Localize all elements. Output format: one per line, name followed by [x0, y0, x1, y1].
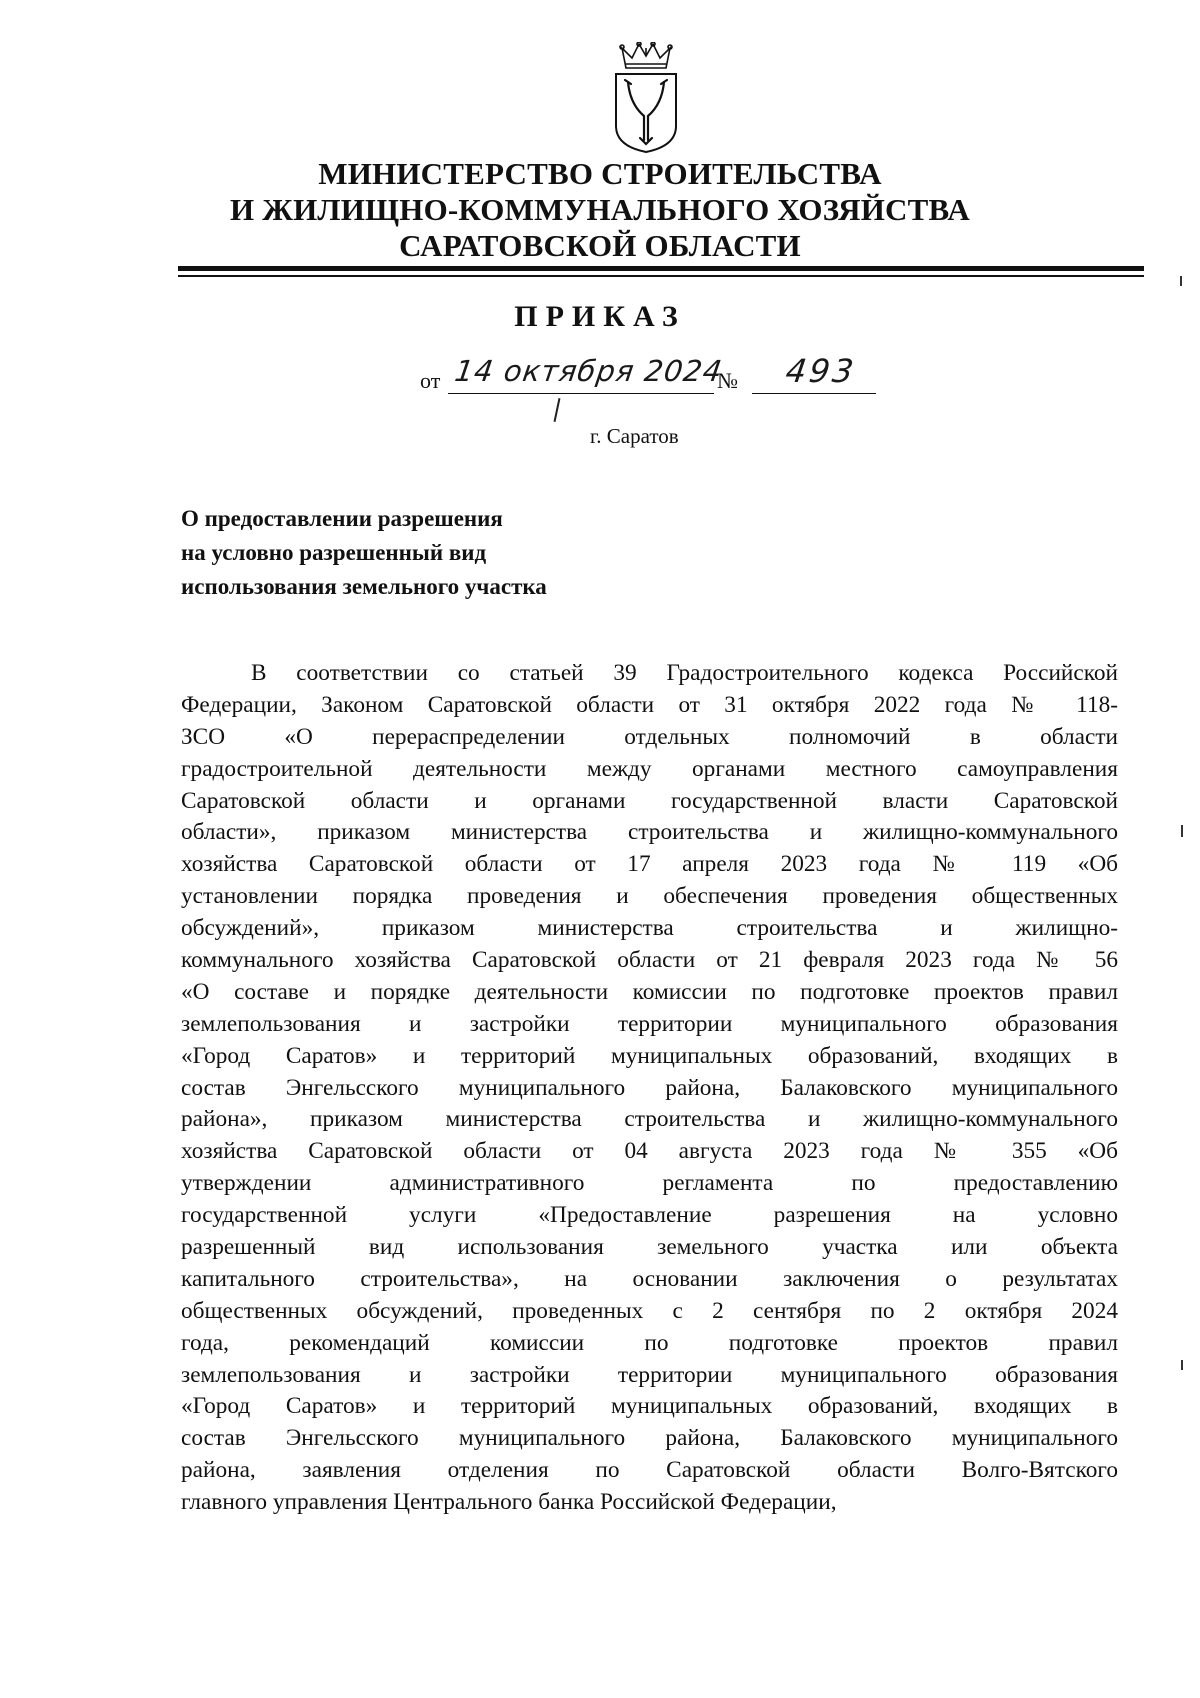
body-line: градостроительной деятельности между органами местного самоуправления — [181, 755, 1118, 782]
body-line: обсуждений», приказом министерства строительства и жилищно- — [181, 915, 1118, 942]
order-body-paragraph — [181, 658, 1118, 1519]
body-line: хозяйства Саратовской области от 17 апреля 2023 года № 119 «Об — [181, 851, 1118, 878]
coat-of-arms-icon — [612, 42, 680, 154]
ministry-name — [200, 156, 1000, 264]
body-line: состав Энгельсского муниципального района, Балаковского муниципального — [181, 1425, 1118, 1452]
body-line: капитального строительства», на основании заключения о результатах — [181, 1265, 1118, 1292]
handwritten-number: 493 — [783, 352, 859, 390]
handwritten-date: 14 октября 2024 — [452, 354, 725, 388]
body-line: года, рекомендаций комиссии по подготовке проектов правил — [181, 1329, 1118, 1356]
body-line: государственной услуги «Предоставление разрешения на условно — [181, 1202, 1118, 1229]
scan-artifact — [1180, 276, 1182, 286]
subject-line1: О предоставлении разрешения — [181, 506, 503, 531]
order-dateline — [0, 350, 1200, 400]
pen-stroke — [554, 398, 561, 422]
ministry-name-line3: САРАТОВСКОЙ ОБЛАСТИ — [399, 228, 801, 263]
body-line: разрешенный вид использования земельного участка или объекта — [181, 1234, 1118, 1261]
body-line: состав Энгельсского муниципального района, Балаковского муниципального — [181, 1074, 1118, 1101]
body-line: В соответствии со статьей 39 Градостроительного кодекса Российской — [251, 660, 1118, 686]
subject-line2: на условно разрешенный вид — [181, 540, 487, 565]
body-line: общественных обсуждений, проведенных с 2 сентября по 2 октября 2024 — [181, 1297, 1118, 1324]
order-subject — [181, 502, 547, 604]
body-line: ЗСО «О перераспределении отдельных полномочий в области — [181, 723, 1118, 750]
subject-line3: использования земельного участка — [181, 574, 547, 599]
body-line: утверждении административного регламента по предоставлению — [181, 1170, 1118, 1197]
document-title: ПРИКАЗ — [514, 300, 686, 333]
body-line: землепользования и застройки территории муниципального образования — [181, 1361, 1118, 1388]
city-of-issue: г. Саратов — [590, 424, 679, 448]
header-divider-thin — [178, 275, 1144, 277]
number-sign: № — [717, 368, 738, 393]
header-divider-thick — [178, 266, 1144, 271]
ministry-name-line1: МИНИСТЕРСТВО СТРОИТЕЛЬСТВА — [318, 156, 882, 191]
body-line: области», приказом министерства строительства и жилищно-коммунального — [181, 819, 1118, 846]
body-line: «Город Саратов» и территорий муниципальных образований, входящих в — [181, 1393, 1118, 1420]
body-line: установлении порядка проведения и обеспечения проведения общественных — [181, 883, 1118, 910]
body-line: хозяйства Саратовской области от 04 августа 2023 года № 355 «Об — [181, 1138, 1118, 1165]
body-line: землепользования и застройки территории муниципального образования — [181, 1010, 1118, 1037]
scan-artifact — [1181, 1360, 1183, 1370]
body-line: Федерации, Законом Саратовской области от 31 октября 2022 года № 118- — [181, 691, 1118, 718]
number-underline — [752, 393, 876, 394]
body-line: главного управления Центрального банка Российской Федерации, — [181, 1489, 837, 1516]
body-line: района, заявления отделения по Саратовской области Волго-Вятского — [181, 1457, 1118, 1484]
body-line: района», приказом министерства строительства и жилищно-коммунального — [181, 1106, 1118, 1133]
body-line: «О составе и порядке деятельности комиссии по подготовке проектов правил — [181, 978, 1118, 1005]
date-underline — [448, 393, 714, 394]
body-line: Саратовской области и органами государственной власти Саратовской — [181, 787, 1118, 814]
scan-artifact — [1181, 825, 1183, 837]
ministry-name-line2: И ЖИЛИЩНО-КОММУНАЛЬНОГО ХОЗЯЙСТВА — [229, 192, 971, 227]
date-prefix: от — [420, 368, 441, 393]
body-line: коммунального хозяйства Саратовской области от 21 февраля 2023 года № 56 — [181, 947, 1118, 974]
body-line: «Город Саратов» и территорий муниципальных образований, входящих в — [181, 1042, 1118, 1069]
